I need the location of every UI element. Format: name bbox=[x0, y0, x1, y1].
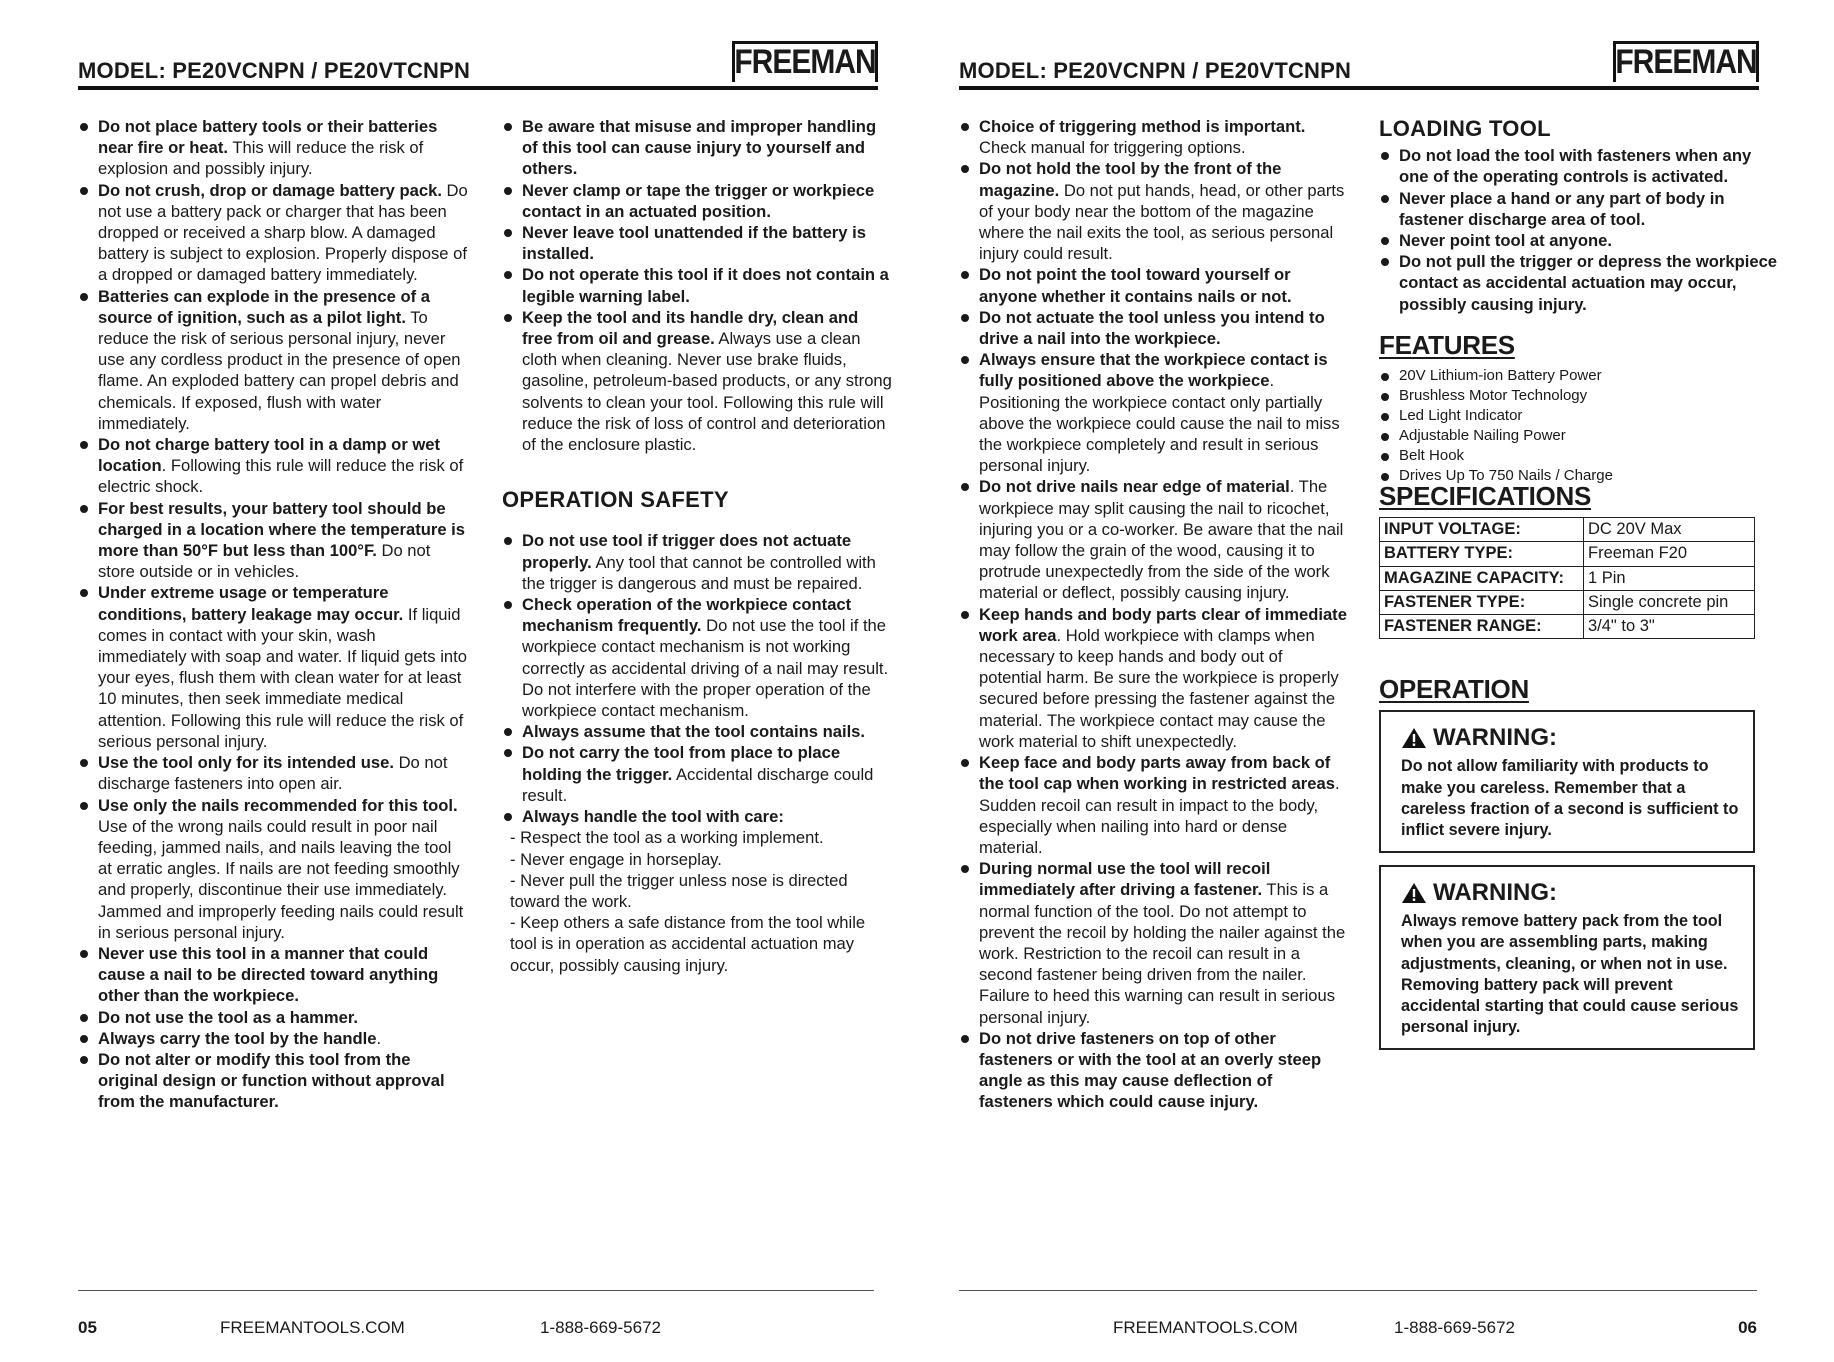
list-item bbox=[502, 806, 892, 827]
model-title: MODEL: PE20VCNPN / PE20VTCNPN bbox=[78, 58, 471, 83]
features-heading: FEATURES bbox=[1379, 329, 1515, 360]
list-item-bold: Choice of triggering method is important. bbox=[979, 117, 1306, 136]
list-item-bold: Be aware that misuse and improper handling of this tool can cause injury to yourself and others. bbox=[522, 117, 877, 179]
list-item bbox=[502, 530, 892, 594]
list-item-text: Do not use the tool if the workpiece contact mechanism is not working correctly as accidental driving of a nail may result. Do not interfere with the proper operation of the workpiece contact mechanism. bbox=[522, 616, 889, 721]
list-item-text: To reduce the risk of serious personal injury, never use any cordless product in the presence of open flame. An exploded battery can propel debris and chemicals. If exposed, flush with water immediately. bbox=[98, 307, 461, 433]
specifications-heading: SPECIFICATIONS bbox=[1379, 481, 1592, 512]
feature-item: Led Light Indicator bbox=[1379, 406, 1779, 426]
loading-tool-list bbox=[1379, 145, 1779, 315]
list-item-text: This will reduce the risk of explosion and possibly injury. bbox=[98, 138, 424, 179]
loading-tool-heading: LOADING TOOL bbox=[1379, 116, 1551, 141]
list-item-text: Always use a clean cloth when cleaning. Never use brake fluids, gasoline, petroleum-based products, or any strong solvents to clean your tool. Following this rule will reduce the risk of loss of control and deterioration of the enclosure plastic. bbox=[522, 329, 892, 455]
list-item-bold: Always handle the tool with care: bbox=[522, 807, 784, 827]
feature-item: Adjustable Nailing Power bbox=[1379, 426, 1779, 446]
footer-rule bbox=[959, 1290, 1757, 1291]
model-title: MODEL: PE20VCNPN / PE20VTCNPN bbox=[959, 58, 1352, 83]
footer-rule bbox=[78, 1290, 874, 1291]
list-item-bold: Do not use the tool as a hammer. bbox=[98, 1007, 359, 1027]
list-item bbox=[959, 158, 1349, 264]
list-item bbox=[959, 476, 1349, 603]
feature-item: Drives Up To 750 Nails / Charge bbox=[1379, 466, 1779, 486]
list-item-text: Do not store outside or in vehicles. bbox=[98, 541, 431, 582]
warning-label: WARNING: bbox=[1433, 879, 1557, 907]
operation-heading: OPERATION bbox=[1379, 674, 1529, 705]
specifications-table bbox=[1379, 517, 1755, 639]
list-item-text: Do not put hands, head, or other parts of your body near the bottom of the magazine where the nail exits the tool, as serious personal injury could result. bbox=[979, 180, 1345, 264]
list-item-bold: Never leave tool unattended if the battery is installed. bbox=[522, 223, 866, 264]
list-item bbox=[502, 264, 892, 306]
list-item-bold: Do not hold the tool by the front of the magazine. bbox=[979, 159, 1282, 200]
list-item bbox=[502, 222, 892, 264]
list-item-bold: Keep the tool and its handle dry, clean and free from oil and grease. bbox=[522, 307, 859, 349]
list-item bbox=[502, 742, 892, 806]
right-page bbox=[917, 0, 1834, 1362]
list-item-text: Accidental discharge could result. bbox=[522, 764, 874, 805]
table-row bbox=[1380, 518, 1755, 542]
feature-item: Belt Hook bbox=[1379, 446, 1779, 466]
list-item: Do not load the tool with fasteners when any one of the operating controls is activated. bbox=[1379, 145, 1779, 187]
spec-value: Single concrete pin bbox=[1584, 590, 1755, 614]
spec-key: BATTERY TYPE: bbox=[1380, 542, 1584, 566]
list-item-text: . The workpiece may split causing the nail to ricochet, injuring you or a co-worker. Be aware that the nail may follow the grain of the wood, causing it to protrude unexpectedly from the side of the work material or deflect, possibly causing injury. bbox=[979, 477, 1344, 603]
page-number: 06 bbox=[1738, 1318, 1757, 1337]
list-item bbox=[78, 1028, 468, 1049]
list-item bbox=[78, 116, 468, 180]
list-item-text: . Sudden recoil can result in impact to the body, especially when nailing into hard or dense material. bbox=[979, 774, 1340, 857]
table-row bbox=[1380, 615, 1755, 639]
list-item-bold: Never use this tool in a manner that could cause a nail to be directed toward anything other than the workpiece. bbox=[98, 943, 439, 1006]
list-item-bold: Do not alter or modify this tool from the original design or function without approval from the manufacturer. bbox=[98, 1049, 445, 1112]
list-item-text: . bbox=[376, 1028, 382, 1048]
list-item bbox=[959, 604, 1349, 752]
list-item bbox=[959, 349, 1349, 476]
features-list bbox=[1379, 366, 1779, 486]
warning-box bbox=[1379, 865, 1755, 1050]
list-item-text: . Following this rule will reduce the risk of electric shock. bbox=[98, 456, 464, 497]
spec-value: DC 20V Max bbox=[1584, 518, 1755, 542]
list-item-bold: Do not point the tool toward yourself or anyone whether it contains nails or not. bbox=[979, 265, 1292, 306]
list-item bbox=[78, 434, 468, 498]
list-item bbox=[78, 795, 468, 943]
list-item-bold: Do not use tool if trigger does not actuate properly. bbox=[522, 531, 852, 572]
spec-key: FASTENER TYPE: bbox=[1380, 590, 1584, 614]
left-column-2 bbox=[502, 116, 892, 976]
warning-title bbox=[1401, 724, 1745, 752]
list-item: Never point tool at anyone. bbox=[1379, 230, 1779, 251]
header-rule bbox=[959, 86, 1759, 90]
list-item-bold: Do not drive fasteners on top of other fasteners or with the tool at an overly steep angle as this may cause deflection of fasteners which could cause injury. bbox=[979, 1028, 1322, 1112]
website-link[interactable]: FREEMANTOOLS.COM bbox=[220, 1318, 405, 1337]
left-column-1 bbox=[78, 116, 468, 1113]
list-item-bold: Check operation of the workpiece contact mechanism frequently. bbox=[522, 595, 852, 636]
list-item bbox=[78, 943, 468, 1007]
handling-safety-list bbox=[959, 116, 1349, 1113]
care-sub-item: - Never pull the trigger unless nose is directed toward the work. bbox=[510, 870, 848, 911]
logo-text: FREEMAN bbox=[1615, 42, 1757, 81]
list-item-bold: Do not charge battery tool in a damp or wet location bbox=[98, 435, 441, 476]
table-row bbox=[1380, 566, 1755, 590]
list-item bbox=[502, 721, 892, 742]
list-item bbox=[502, 307, 892, 455]
list-item-bold: Use the tool only for its intended use. bbox=[98, 753, 394, 773]
list-item bbox=[78, 582, 468, 752]
list-item bbox=[959, 858, 1349, 1028]
spec-key: MAGAZINE CAPACITY: bbox=[1380, 566, 1584, 590]
list-item-bold: Always ensure that the workpiece contact is fully positioned above the workpiece bbox=[979, 350, 1328, 391]
list-item bbox=[78, 1007, 468, 1028]
warning-triangle-icon bbox=[1401, 882, 1427, 904]
list-item-text: . Hold workpiece with clamps when necessary to keep hands and body out of potential harm. Be sure the workpiece is properly secured before pressing the fastener against the material. The workpiece contact may cause the work material to shift unexpectedly. bbox=[979, 625, 1339, 751]
phone-number: 1-888-669-5672 bbox=[540, 1318, 661, 1337]
header-rule bbox=[78, 86, 878, 90]
list-item bbox=[502, 180, 892, 222]
operation-safety-heading: OPERATION SAFETY bbox=[502, 487, 729, 513]
page-header bbox=[78, 40, 878, 90]
list-item-bold: Do not operate this tool if it does not contain a legible warning label. bbox=[522, 265, 889, 306]
list-item-bold: During normal use the tool will recoil immediately after driving a fastener. bbox=[979, 859, 1271, 900]
list-item bbox=[959, 264, 1349, 306]
battery-safety-list bbox=[78, 116, 468, 1113]
list-item-bold: Do not drive nails near edge of material bbox=[979, 477, 1290, 497]
list-item-bold: Use only the nails recommended for this tool. bbox=[98, 795, 458, 815]
list-item-bold: Keep hands and body parts clear of immediate work area bbox=[979, 604, 1347, 645]
spec-value: 1 Pin bbox=[1584, 566, 1755, 590]
feature-item: 20V Lithium-ion Battery Power bbox=[1379, 366, 1779, 386]
spec-key: INPUT VOLTAGE: bbox=[1380, 518, 1584, 542]
list-item-bold: Do not crush, drop or damage battery pack. bbox=[98, 180, 442, 200]
list-item bbox=[502, 116, 892, 180]
list-item bbox=[959, 116, 1349, 158]
list-item-text: Do not discharge fasteners into open air. bbox=[98, 753, 448, 794]
page-header bbox=[959, 40, 1759, 90]
care-sub-item: - Keep others a safe distance from the tool while tool is in operation as accidental actuation may occur, possibly causing injury. bbox=[510, 913, 866, 975]
list-item-bold: For best results, your battery tool should be charged in a location where the temperature is more than 50°F but less than 100°F. bbox=[98, 498, 466, 561]
spec-value: Freeman F20 bbox=[1584, 542, 1755, 566]
operation-safety-list bbox=[502, 530, 892, 827]
care-sub-item: - Respect the tool as a working implement. bbox=[510, 828, 824, 848]
list-item-text: This is a normal function of the tool. Do not attempt to prevent the recoil by holding the nailer against the work. Restriction to the recoil can result in a second fastener being driven from the nailer. Failure to heed this warning can result in serious personal injury. bbox=[979, 880, 1346, 1027]
warning-triangle-icon bbox=[1401, 727, 1427, 749]
list-item-bold: Never clamp or tape the trigger or workpiece contact in an actuated position. bbox=[522, 180, 875, 221]
list-item: Never place a hand or any part of body in fastener discharge area of tool. bbox=[1379, 188, 1779, 230]
care-sub-item: - Never engage in horseplay. bbox=[510, 849, 722, 869]
spec-value: 3/4" to 3" bbox=[1584, 615, 1755, 639]
list-item bbox=[959, 307, 1349, 349]
list-item-text: Check manual for triggering options. bbox=[979, 138, 1246, 158]
list-item-text: If liquid comes in contact with your skin, wash immediately with soap and water. If liquid gets into your eyes, flush them with clean water for at least 10 minutes, then seek immediate medical attention. Following this rule will reduce the risk of serious personal injury. bbox=[98, 604, 467, 751]
list-item bbox=[959, 1028, 1349, 1113]
list-item-bold: Always carry the tool by the handle bbox=[98, 1028, 377, 1048]
feature-item: Brushless Motor Technology bbox=[1379, 386, 1779, 406]
list-item-text: Do not use a battery pack or charger that has been dropped or received a sharp blow. A damaged battery is subject to explosion. Properly dispose of a dropped or damaged battery immediately. bbox=[98, 180, 468, 285]
list-item bbox=[78, 1049, 468, 1113]
page-footer bbox=[78, 1290, 874, 1340]
care-sub-list bbox=[502, 827, 892, 975]
right-column-1 bbox=[959, 116, 1349, 1113]
list-item bbox=[502, 594, 892, 721]
right-column-2 bbox=[1379, 118, 1779, 1062]
list-item-bold: Always assume that the tool contains nails. bbox=[522, 722, 866, 742]
list-item-text: Use of the wrong nails could result in poor nail feeding, jammed nails, and nails leaving the tool at erratic angles. If nails are not feeding smoothly and properly, discontinue their use immediately. Jammed and improperly feeding nails could result in serious personal injury. bbox=[98, 816, 464, 942]
page-footer bbox=[959, 1290, 1757, 1340]
warning-label: WARNING: bbox=[1433, 724, 1557, 752]
list-item-bold: Do not place battery tools or their batteries near fire or heat. bbox=[98, 117, 438, 158]
phone-number: 1-888-669-5672 bbox=[1394, 1318, 1515, 1337]
list-item bbox=[78, 498, 468, 583]
freeman-logo bbox=[732, 41, 878, 82]
warning-text: Do not allow familiarity with products to make you careless. Remember that a careless fraction of a second is sufficient to inflict severe injury. bbox=[1401, 757, 1739, 840]
list-item: Do not pull the trigger or depress the workpiece contact as accidental actuation may occur, possibly causing injury. bbox=[1379, 251, 1779, 315]
list-item bbox=[959, 752, 1349, 858]
list-item-text: Any tool that cannot be controlled with the trigger is dangerous and must be repaired. bbox=[522, 552, 876, 593]
table-row bbox=[1380, 590, 1755, 614]
website-link[interactable]: FREEMANTOOLS.COM bbox=[1113, 1318, 1298, 1337]
list-item-bold: Keep face and body parts away from back of the tool cap when working in restricted areas bbox=[979, 753, 1335, 794]
freeman-logo bbox=[1613, 41, 1759, 82]
list-item-bold: Batteries can explode in the presence of a source of ignition, such as a pilot light. bbox=[98, 286, 430, 327]
list-item bbox=[78, 286, 468, 434]
logo-text: FREEMAN bbox=[734, 42, 876, 81]
warning-title bbox=[1401, 879, 1745, 907]
table-row bbox=[1380, 542, 1755, 566]
list-item-text: . Positioning the workpiece contact only partially above the workpiece could cause the nail to miss the workpiece completely and result in serious personal injury. bbox=[979, 371, 1340, 476]
list-item-bold: Do not actuate the tool unless you intend to drive a nail into the workpiece. bbox=[979, 307, 1325, 349]
general-safety-list bbox=[502, 116, 892, 455]
warning-text: Always remove battery pack from the tool when you are assembling parts, making adjustments, cleaning, or when not in use. Removing battery pack will prevent accidental starting that could cause serious personal injury. bbox=[1401, 912, 1739, 1037]
list-item-bold: Do not carry the tool from place to place holding the trigger. bbox=[522, 743, 841, 784]
spec-key: FASTENER RANGE: bbox=[1380, 615, 1584, 639]
list-item bbox=[78, 752, 468, 794]
list-item bbox=[78, 180, 468, 286]
page-number: 05 bbox=[78, 1318, 97, 1337]
warning-box bbox=[1379, 710, 1755, 853]
list-item-bold: Under extreme usage or temperature conditions, battery leakage may occur. bbox=[98, 583, 404, 624]
